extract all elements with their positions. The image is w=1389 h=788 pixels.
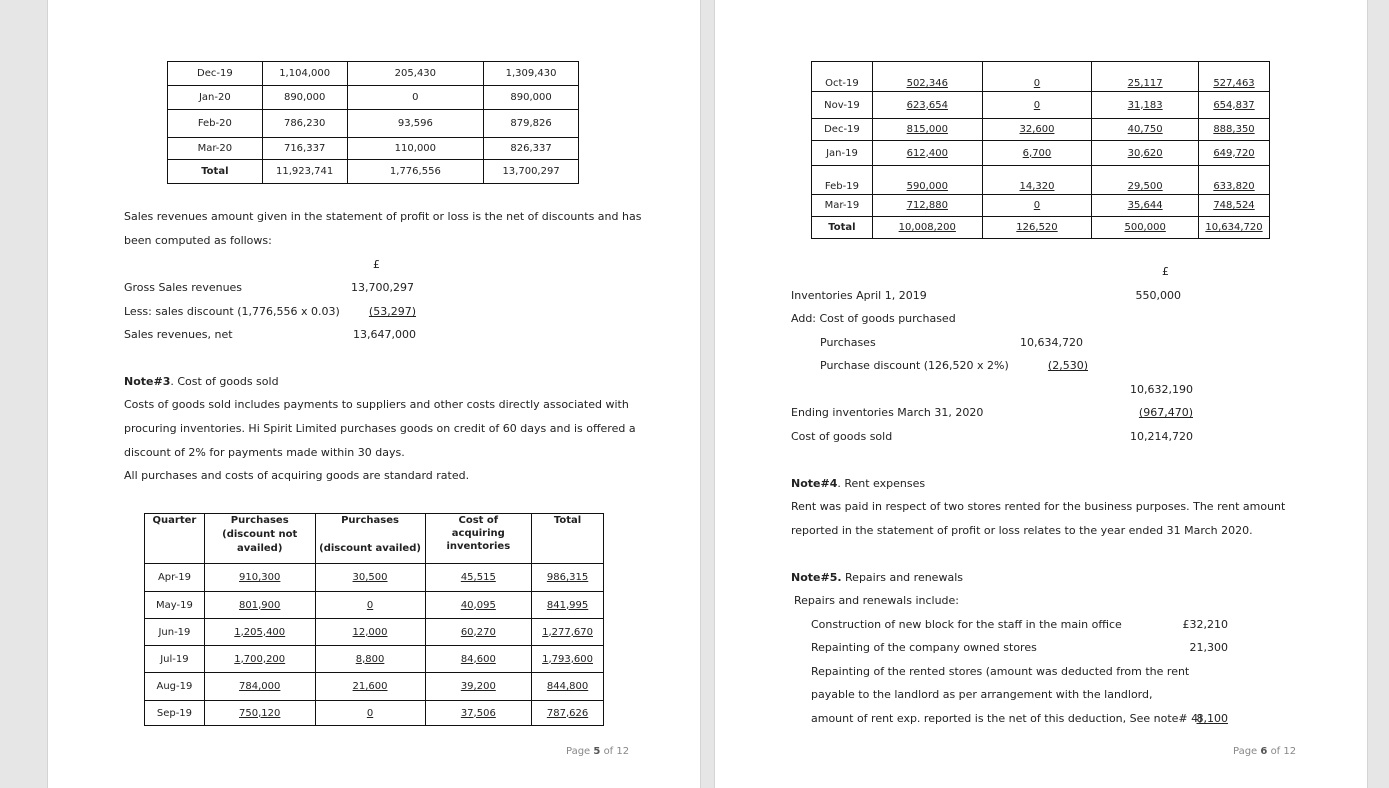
header-text: Purchases [230, 515, 289, 526]
table-cell: 1,277,670 [532, 619, 604, 646]
table-cell: Total [168, 160, 263, 184]
table-row [812, 141, 1270, 166]
repair-item-3-value: 8,100 [1196, 712, 1228, 725]
table-cell: 40,750 [1092, 119, 1199, 141]
page-total: of 12 [603, 746, 630, 757]
note4-paragraph-line-1: Rent was paid in respect of two stores rented for the business purposes. The rent amount [791, 500, 1286, 513]
table-cell: 1,700,200 [204, 646, 315, 673]
table-row [145, 592, 604, 619]
table-cell: Jul-19 [145, 646, 205, 673]
monthly-sales-table [167, 61, 579, 184]
page-number-value: 5 [593, 746, 601, 757]
table-cell: 8,800 [315, 646, 425, 673]
sales-paragraph-line-2: been computed as follows: [124, 234, 272, 247]
sales-discount-value: (53,297) [368, 305, 416, 318]
purchase-discount-value: (2,530) [1047, 359, 1088, 372]
page-number [566, 746, 629, 757]
note5-heading [791, 571, 963, 584]
table-cell: 1,793,600 [532, 646, 604, 673]
table-cell: Total [812, 217, 873, 239]
purchase-discount-label: Purchase discount (126,520 x 2%) [820, 359, 1009, 372]
note3-paragraph-line-2: procuring inventories. Hi Spirit Limited purchases goods on credit of 60 days and is offered a [124, 422, 636, 435]
table-cell: 784,000 [204, 673, 315, 701]
repair-item-3-line-2: payable to the landlord as per arrangement with the landlord, [811, 688, 1153, 701]
table-cell: 45,515 [425, 564, 532, 592]
table-cell: Sep-19 [145, 701, 205, 726]
repair-item-2-value: 21,300 [1189, 641, 1228, 654]
table-cell: 841,995 [532, 592, 604, 619]
opening-inventory-label: Inventories April 1, 2019 [791, 289, 927, 302]
table-cell: 40,095 [425, 592, 532, 619]
note5-number: Note#5. [791, 571, 842, 584]
table-cell: 110,000 [347, 138, 484, 160]
table-cell: 0 [315, 592, 425, 619]
table-row [168, 160, 579, 184]
table-cell: Apr-19 [145, 564, 205, 592]
table-row [812, 119, 1270, 141]
note3-number: Note#3 [124, 375, 171, 388]
table-cell: 13,700,297 [484, 160, 579, 184]
table-cell: Jan-19 [812, 141, 873, 166]
table-cell: 1,205,400 [204, 619, 315, 646]
header-purchases-not-availed [204, 514, 315, 564]
ending-inventory-label: Ending inventories March 31, 2020 [791, 406, 984, 419]
table-cell: 35,644 [1092, 195, 1199, 217]
table-cell: Feb-19 [812, 166, 873, 195]
table-cell: 126,520 [982, 217, 1092, 239]
repair-item-3-line-3: amount of rent exp. reported is the net of this deduction, See note# 4) [811, 712, 1203, 725]
table-cell: 649,720 [1199, 141, 1270, 166]
table-cell: 787,626 [532, 701, 604, 726]
document-page-6 [714, 0, 1368, 788]
repair-item-1-label: Construction of new block for the staff in the main office [811, 618, 1122, 631]
table-cell: 29,500 [1092, 166, 1199, 195]
table-cell: Feb-20 [168, 110, 263, 138]
table-cell: 0 [982, 92, 1092, 119]
note5-intro: Repairs and renewals include: [794, 594, 960, 607]
gross-sales-label: Gross Sales revenues [124, 281, 243, 294]
table-row [812, 166, 1270, 195]
table-cell: 0 [982, 62, 1092, 92]
table-row [145, 564, 604, 592]
table-cell: 32,600 [982, 119, 1092, 141]
table-row [812, 62, 1270, 92]
table-cell: 801,900 [204, 592, 315, 619]
header-text: inventories [446, 541, 511, 552]
table-cell: 502,346 [872, 62, 982, 92]
table-cell: 500,000 [1092, 217, 1199, 239]
opening-inventory-value: 550,000 [1135, 289, 1181, 302]
table-row [812, 217, 1270, 239]
table-cell: 21,600 [315, 673, 425, 701]
table-cell: 890,000 [262, 86, 347, 110]
table-cell: 39,200 [425, 673, 532, 701]
table-row [145, 619, 604, 646]
table-cell: Jan-20 [168, 86, 263, 110]
header-text: Cost of [458, 515, 499, 526]
table-cell: 879,826 [484, 110, 579, 138]
table-cell: 890,000 [484, 86, 579, 110]
currency-symbol: £ [373, 258, 380, 271]
table-cell: 750,120 [204, 701, 315, 726]
table-row [812, 92, 1270, 119]
table-cell: 60,270 [425, 619, 532, 646]
table-cell: 0 [315, 701, 425, 726]
table-cell: 30,500 [315, 564, 425, 592]
table-cell: 6,700 [982, 141, 1092, 166]
note4-number: Note#4 [791, 477, 838, 490]
table-cell: 0 [347, 86, 484, 110]
table-row [168, 138, 579, 160]
table-row [168, 110, 579, 138]
header-cost-acquiring [425, 514, 532, 564]
table-cell: 84,600 [425, 646, 532, 673]
table-cell: May-19 [145, 592, 205, 619]
table-cell: 205,430 [347, 62, 484, 86]
purchases-table [144, 513, 604, 726]
repair-item-1-value: £32,210 [1182, 618, 1228, 631]
table-cell: 93,596 [347, 110, 484, 138]
table-cell: 31,183 [1092, 92, 1199, 119]
table-cell: 612,400 [872, 141, 982, 166]
table-row [145, 673, 604, 701]
note4-heading [791, 477, 925, 490]
table-cell: 654,837 [1199, 92, 1270, 119]
note3-heading [124, 375, 279, 388]
table-cell: 826,337 [484, 138, 579, 160]
header-text: availed) [237, 543, 283, 554]
table-cell: 748,524 [1199, 195, 1270, 217]
monthly-purchases-table [811, 61, 1270, 239]
note3-paragraph-line-3: discount of 2% for payments made within 30 days. [124, 446, 405, 459]
subtotal-value: 10,632,190 [1130, 383, 1193, 396]
table-cell: 716,337 [262, 138, 347, 160]
table-cell: Oct-19 [812, 62, 873, 92]
table-cell: 815,000 [872, 119, 982, 141]
table-cell: 623,654 [872, 92, 982, 119]
header-total: Total [532, 514, 604, 564]
header-text: (discount availed) [319, 543, 421, 554]
table-cell: 14,320 [982, 166, 1092, 195]
table-cell: 910,300 [204, 564, 315, 592]
table-cell: 986,315 [532, 564, 604, 592]
ending-inventory-value: (967,470) [1138, 406, 1193, 419]
table-cell: 786,230 [262, 110, 347, 138]
header-quarter: Quarter [145, 514, 205, 564]
table-header-row [145, 514, 604, 564]
table-cell: 1,776,556 [347, 160, 484, 184]
header-text: Purchases [341, 515, 399, 526]
table-cell: Aug-19 [145, 673, 205, 701]
page-label: Page [566, 746, 591, 757]
table-cell: 11,923,741 [262, 160, 347, 184]
table-cell: Mar-20 [168, 138, 263, 160]
table-cell: Nov-19 [812, 92, 873, 119]
purchases-value: 10,634,720 [1020, 336, 1083, 349]
table-cell: 10,008,200 [872, 217, 982, 239]
table-cell: 888,350 [1199, 119, 1270, 141]
sales-paragraph-line-1: Sales revenues amount given in the statement of profit or loss is the net of discounts and has [124, 210, 642, 223]
table-cell: 844,800 [532, 673, 604, 701]
currency-symbol: £ [1162, 265, 1169, 278]
page-number [1233, 746, 1296, 757]
table-cell: 527,463 [1199, 62, 1270, 92]
table-row [812, 195, 1270, 217]
header-text: acquiring [451, 528, 505, 539]
table-cell: 590,000 [872, 166, 982, 195]
table-row [145, 701, 604, 726]
add-purchased-label: Add: Cost of goods purchased [791, 312, 956, 325]
purchases-label: Purchases [820, 336, 876, 349]
header-text: (discount not [222, 529, 298, 540]
page-label: Page [1233, 746, 1258, 757]
table-cell: 30,620 [1092, 141, 1199, 166]
table-cell: Jun-19 [145, 619, 205, 646]
gross-sales-value: 13,700,297 [351, 281, 414, 294]
table-cell: 1,104,000 [262, 62, 347, 86]
net-sales-label: Sales revenues, net [124, 328, 233, 341]
table-row [145, 646, 604, 673]
table-row [168, 86, 579, 110]
table-cell: 25,117 [1092, 62, 1199, 92]
note3-paragraph-line-4: All purchases and costs of acquiring goods are standard rated. [124, 469, 470, 482]
note3-paragraph-line-1: Costs of goods sold includes payments to suppliers and other costs directly associated with [124, 398, 629, 411]
cogs-value: 10,214,720 [1130, 430, 1193, 443]
header-purchases-availed [315, 514, 425, 564]
sales-discount-label: Less: sales discount (1,776,556 x 0.03) [124, 305, 340, 318]
document-page-5 [47, 0, 701, 788]
note5-title: Repairs and renewals [841, 571, 963, 584]
repair-item-3-line-1: Repainting of the rented stores (amount was deducted from the rent [811, 665, 1190, 678]
repair-item-2-label: Repainting of the company owned stores [811, 641, 1037, 654]
net-sales-value: 13,647,000 [353, 328, 416, 341]
table-cell: 37,506 [425, 701, 532, 726]
table-cell: Dec-19 [812, 119, 873, 141]
table-cell: 633,820 [1199, 166, 1270, 195]
table-cell: Mar-19 [812, 195, 873, 217]
table-cell: 10,634,720 [1199, 217, 1270, 239]
table-cell: 0 [982, 195, 1092, 217]
page-number-value: 6 [1260, 746, 1268, 757]
page-total: of 12 [1270, 746, 1297, 757]
note3-title: . Cost of goods sold [170, 375, 279, 388]
note4-paragraph-line-2: reported in the statement of profit or loss relates to the year ended 31 March 2020. [791, 524, 1253, 537]
table-row [168, 62, 579, 86]
table-cell: 712,880 [872, 195, 982, 217]
table-cell: Dec-19 [168, 62, 263, 86]
note4-title: . Rent expenses [837, 477, 926, 490]
table-cell: 12,000 [315, 619, 425, 646]
table-cell: 1,309,430 [484, 62, 579, 86]
cogs-label: Cost of goods sold [791, 430, 893, 443]
